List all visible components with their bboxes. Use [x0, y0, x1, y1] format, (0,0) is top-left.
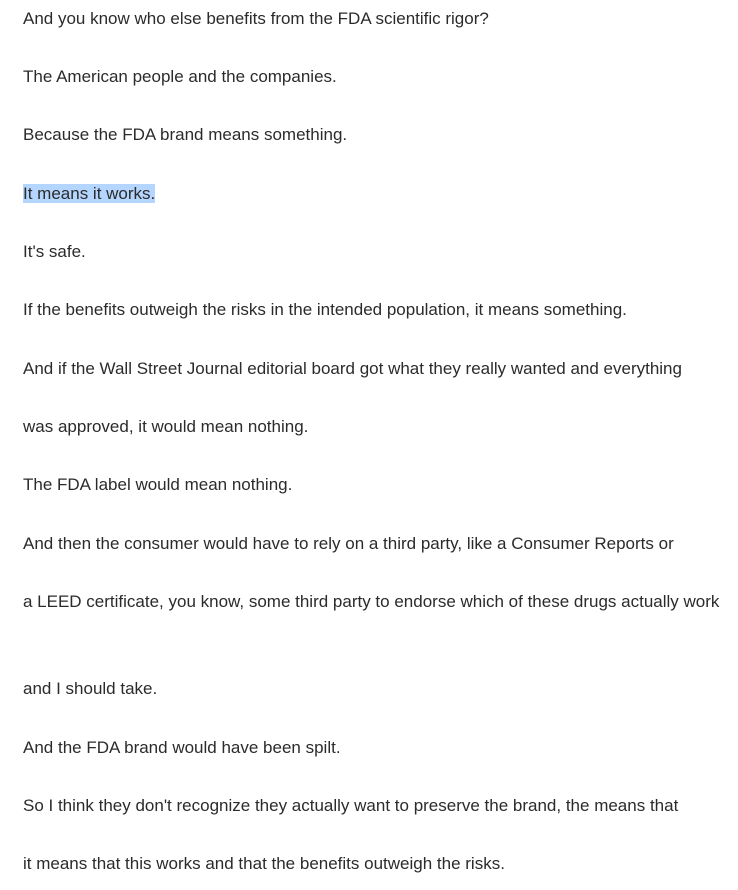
paragraph-text[interactable]: it means that this works and that the benefits outweigh the risks. — [23, 854, 505, 873]
transcript-paragraph[interactable] — [23, 674, 157, 703]
transcript-paragraph[interactable] — [23, 237, 86, 266]
paragraph-text[interactable]: It's safe. — [23, 242, 86, 261]
transcript-paragraph[interactable] — [23, 4, 489, 33]
transcript-paragraph[interactable] — [23, 354, 682, 383]
paragraph-text[interactable]: And then the consumer would have to rely on a third party, like a Consumer Reports or — [23, 534, 674, 553]
paragraph-text[interactable]: Because the FDA brand means something. — [23, 125, 348, 144]
paragraph-text[interactable]: So I think they don't recognize they actually want to preserve the brand, the means that — [23, 796, 679, 815]
transcript-paragraph[interactable] — [23, 791, 678, 820]
transcript-paragraph[interactable] — [23, 529, 674, 558]
paragraph-text[interactable]: If the benefits outweigh the risks in the intended population, it means something. — [23, 300, 627, 319]
paragraph-text[interactable]: a LEED certificate, you know, some third party to endorse which of these drugs actually work — [23, 592, 720, 611]
paragraph-text[interactable]: The FDA label would mean nothing. — [23, 475, 293, 494]
transcript-paragraph[interactable] — [23, 412, 308, 441]
transcript-paragraph-selected[interactable] — [23, 179, 155, 208]
transcript-paragraph[interactable] — [23, 849, 505, 878]
transcript-paragraph[interactable] — [23, 120, 347, 149]
transcript-paragraph[interactable] — [23, 295, 627, 324]
paragraph-text[interactable]: The American people and the companies. — [23, 67, 337, 86]
paragraph-text[interactable]: was approved, it would mean nothing. — [23, 417, 309, 436]
transcript-paragraph[interactable] — [23, 470, 292, 499]
paragraph-text[interactable]: And the FDA brand would have been spilt. — [23, 738, 341, 757]
selected-text-highlight[interactable]: It means it works. — [23, 184, 156, 203]
transcript-paragraph[interactable] — [23, 587, 728, 616]
paragraph-text[interactable]: And you know who else benefits from the FDA scientific rigor? — [23, 9, 489, 28]
paragraph-text[interactable]: And if the Wall Street Journal editorial board got what they really wanted and everything — [23, 359, 682, 378]
transcript-paragraph[interactable] — [23, 62, 337, 91]
transcript-paragraph[interactable] — [23, 733, 341, 762]
paragraph-text[interactable]: and I should take. — [23, 679, 158, 698]
